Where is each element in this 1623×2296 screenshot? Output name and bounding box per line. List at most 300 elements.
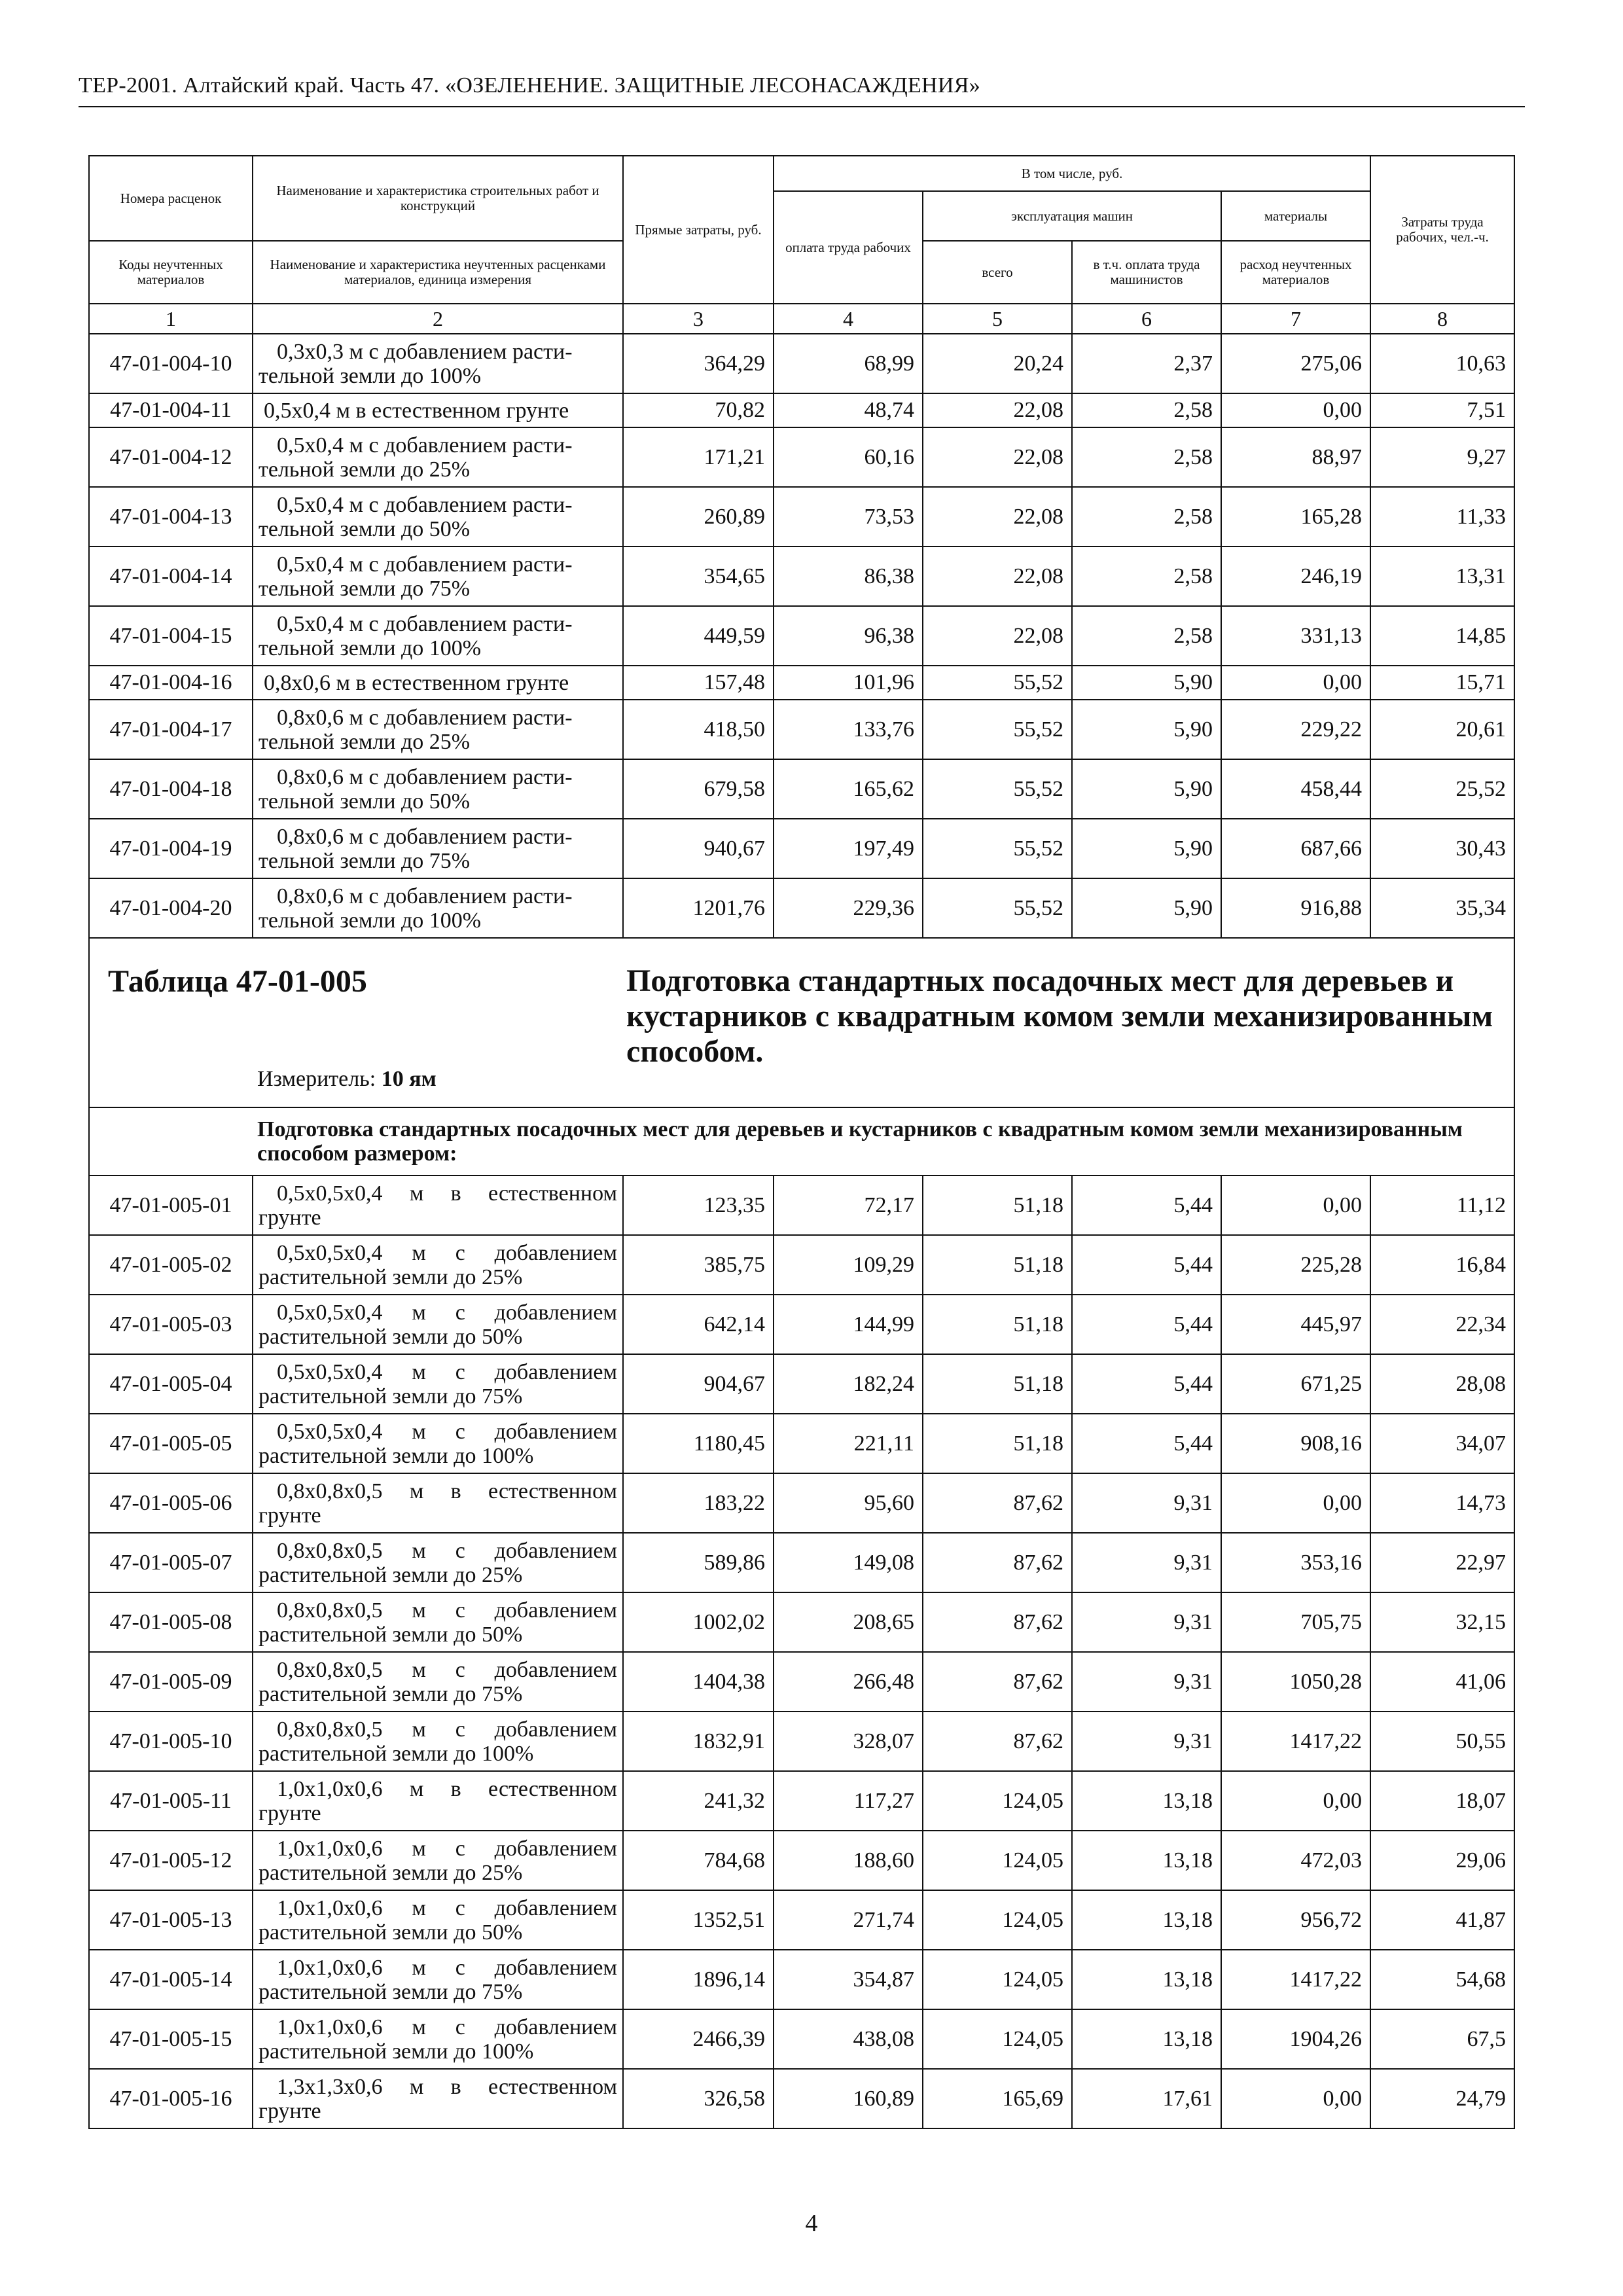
rate-code: 47-01-005-05 xyxy=(89,1414,253,1473)
value-c3: 2466,39 xyxy=(623,2009,774,2069)
table-row xyxy=(89,1950,1514,2009)
value-c7: 0,00 xyxy=(1221,1175,1370,1235)
value-c7: 0,00 xyxy=(1221,666,1370,700)
measure-unit xyxy=(257,1067,437,1092)
col-materials: материалы xyxy=(1221,191,1370,241)
column-numbers-row xyxy=(89,304,1514,334)
description-line-2: тельной земли до 100% xyxy=(259,363,482,388)
rate-code: 47-01-004-12 xyxy=(89,427,253,487)
value-c8: 41,87 xyxy=(1370,1890,1514,1950)
description-line-2: растительной земли до 100% xyxy=(259,1741,534,1766)
header-rule xyxy=(79,106,1525,107)
value-c5: 51,18 xyxy=(923,1235,1072,1295)
value-c5: 22,08 xyxy=(923,427,1072,487)
value-c7: 908,16 xyxy=(1221,1414,1370,1473)
value-c5: 55,52 xyxy=(923,878,1072,938)
description-line-1: 0,8х0,6 м с добавлением расти- xyxy=(277,824,573,849)
value-c8: 10,63 xyxy=(1370,334,1514,393)
value-c8: 11,12 xyxy=(1370,1175,1514,1235)
value-c3: 1201,76 xyxy=(623,878,774,938)
description-line-2: растительной земли до 25% xyxy=(259,1860,523,1885)
rate-code: 47-01-005-11 xyxy=(89,1771,253,1831)
description-line-1: 1,0х1,0х0,6 м с добавлением xyxy=(277,2015,617,2039)
value-c3: 171,21 xyxy=(623,427,774,487)
description-line-2: растительной земли до 75% xyxy=(259,1979,523,2004)
value-c3: 260,89 xyxy=(623,487,774,547)
section-heading-row xyxy=(89,1107,1514,1175)
value-c5: 124,05 xyxy=(923,1890,1072,1950)
value-c7: 88,97 xyxy=(1221,427,1370,487)
table-row xyxy=(89,1771,1514,1831)
rate-code: 47-01-005-16 xyxy=(89,2069,253,2128)
value-c5: 124,05 xyxy=(923,1831,1072,1890)
rate-code: 47-01-005-07 xyxy=(89,1533,253,1592)
value-c6: 2,58 xyxy=(1072,487,1221,547)
value-c3: 183,22 xyxy=(623,1473,774,1533)
value-c7: 0,00 xyxy=(1221,393,1370,427)
description-line-2: растительной земли до 50% xyxy=(259,1920,523,1945)
value-c7: 0,00 xyxy=(1221,1771,1370,1831)
value-c4: 73,53 xyxy=(774,487,923,547)
description-line-2: грунте xyxy=(259,1205,321,1230)
description-line-1: 1,3х1,3х0,6 м в естественном xyxy=(277,2074,617,2099)
rate-code: 47-01-004-14 xyxy=(89,547,253,606)
table-row xyxy=(89,759,1514,819)
description-line-1: 0,8х0,6 м с добавлением расти- xyxy=(277,705,573,730)
work-description xyxy=(253,1712,623,1771)
value-c7: 246,19 xyxy=(1221,547,1370,606)
work-description xyxy=(253,1235,623,1295)
description-line-1: 0,5х0,4 м в естественном грунте xyxy=(264,398,569,423)
value-c8: 14,85 xyxy=(1370,606,1514,666)
rate-code: 47-01-005-02 xyxy=(89,1235,253,1295)
value-c4: 229,36 xyxy=(774,878,923,938)
description-line-1: 0,8х0,8х0,5 м с добавлением xyxy=(277,1657,617,1682)
work-description xyxy=(253,427,623,487)
value-c5: 51,18 xyxy=(923,1295,1072,1354)
description-line-2: тельной земли до 100% xyxy=(259,636,482,660)
col-labor-hours: Затраты труда рабочих, чел.-ч. xyxy=(1370,156,1514,304)
work-description xyxy=(253,666,623,700)
table-label: Таблица 47-01-005 xyxy=(108,964,367,999)
work-description xyxy=(253,1652,623,1712)
value-c3: 418,50 xyxy=(623,700,774,759)
value-c3: 354,65 xyxy=(623,547,774,606)
description-line-2: растительной земли до 25% xyxy=(259,1265,523,1289)
value-c7: 445,97 xyxy=(1221,1295,1370,1354)
work-description xyxy=(253,1354,623,1414)
work-description xyxy=(253,547,623,606)
value-c3: 784,68 xyxy=(623,1831,774,1890)
value-c5: 87,62 xyxy=(923,1592,1072,1652)
value-c4: 96,38 xyxy=(774,606,923,666)
value-c8: 7,51 xyxy=(1370,393,1514,427)
value-c3: 1832,91 xyxy=(623,1712,774,1771)
work-description xyxy=(253,487,623,547)
value-c8: 32,15 xyxy=(1370,1592,1514,1652)
rate-code: 47-01-005-15 xyxy=(89,2009,253,2069)
value-c6: 9,31 xyxy=(1072,1712,1221,1771)
table-row xyxy=(89,1712,1514,1771)
work-description xyxy=(253,2069,623,2128)
value-c7: 1417,22 xyxy=(1221,1950,1370,2009)
value-c8: 54,68 xyxy=(1370,1950,1514,2009)
value-c4: 86,38 xyxy=(774,547,923,606)
page-number: 4 xyxy=(805,2210,818,2237)
work-description xyxy=(253,1414,623,1473)
table-row xyxy=(89,878,1514,938)
description-line-1: 0,5х0,4 м с добавлением расти- xyxy=(277,611,573,636)
value-c5: 22,08 xyxy=(923,547,1072,606)
description-line-1: 0,5х0,5х0,4 м в естественном xyxy=(277,1181,617,1206)
value-c6: 9,31 xyxy=(1072,1533,1221,1592)
work-description xyxy=(253,334,623,393)
rate-code: 47-01-005-04 xyxy=(89,1354,253,1414)
description-line-1: 1,0х1,0х0,6 м с добавлением xyxy=(277,1955,617,1980)
table-row xyxy=(89,1175,1514,1235)
value-c4: 60,16 xyxy=(774,427,923,487)
rate-code: 47-01-005-10 xyxy=(89,1712,253,1771)
column-number: 6 xyxy=(1072,304,1221,334)
value-c4: 160,89 xyxy=(774,2069,923,2128)
work-description xyxy=(253,878,623,938)
value-c3: 589,86 xyxy=(623,1533,774,1592)
value-c4: 328,07 xyxy=(774,1712,923,1771)
value-c6: 2,58 xyxy=(1072,547,1221,606)
value-c4: 188,60 xyxy=(774,1831,923,1890)
rate-code: 47-01-004-11 xyxy=(89,393,253,427)
work-description xyxy=(253,1533,623,1592)
col-incl-operators: в т.ч. оплата труда машинистов xyxy=(1072,241,1221,304)
table-row xyxy=(89,1890,1514,1950)
work-description xyxy=(253,1771,623,1831)
table-row xyxy=(89,487,1514,547)
column-number: 3 xyxy=(623,304,774,334)
value-c5: 51,18 xyxy=(923,1175,1072,1235)
value-c8: 24,79 xyxy=(1370,2069,1514,2128)
description-line-1: 0,8х0,8х0,5 м с добавлением xyxy=(277,1538,617,1563)
table-row xyxy=(89,666,1514,700)
col-machine-operation: эксплуатация машин xyxy=(923,191,1221,241)
work-description xyxy=(253,1175,623,1235)
rate-code: 47-01-005-01 xyxy=(89,1175,253,1235)
value-c5: 87,62 xyxy=(923,1473,1072,1533)
value-c7: 458,44 xyxy=(1221,759,1370,819)
value-c6: 2,58 xyxy=(1072,606,1221,666)
work-description xyxy=(253,606,623,666)
measure-label: Измеритель: xyxy=(257,1067,376,1091)
value-c6: 13,18 xyxy=(1072,1831,1221,1890)
value-c5: 55,52 xyxy=(923,759,1072,819)
value-c4: 144,99 xyxy=(774,1295,923,1354)
value-c6: 5,90 xyxy=(1072,700,1221,759)
column-number: 8 xyxy=(1370,304,1514,334)
value-c4: 208,65 xyxy=(774,1592,923,1652)
value-c6: 5,90 xyxy=(1072,759,1221,819)
value-c8: 16,84 xyxy=(1370,1235,1514,1295)
value-c6: 5,44 xyxy=(1072,1354,1221,1414)
value-c8: 67,5 xyxy=(1370,2009,1514,2069)
value-c6: 13,18 xyxy=(1072,1771,1221,1831)
value-c8: 13,31 xyxy=(1370,547,1514,606)
value-c4: 95,60 xyxy=(774,1473,923,1533)
description-line-2: растительной земли до 75% xyxy=(259,1681,523,1706)
value-c4: 101,96 xyxy=(774,666,923,700)
table-row xyxy=(89,1592,1514,1652)
rate-code: 47-01-004-16 xyxy=(89,666,253,700)
col-unaccounted-codes: Коды неучтенных материалов xyxy=(89,241,253,304)
value-c6: 5,44 xyxy=(1072,1175,1221,1235)
value-c5: 22,08 xyxy=(923,393,1072,427)
value-c5: 55,52 xyxy=(923,819,1072,878)
rate-code: 47-01-005-12 xyxy=(89,1831,253,1890)
value-c3: 1002,02 xyxy=(623,1592,774,1652)
description-line-1: 1,0х1,0х0,6 м с добавлением xyxy=(277,1895,617,1920)
description-line-1: 0,5х0,5х0,4 м с добавлением xyxy=(277,1300,617,1325)
value-c8: 28,08 xyxy=(1370,1354,1514,1414)
description-line-2: тельной земли до 100% xyxy=(259,908,482,933)
work-description xyxy=(253,393,623,427)
description-line-2: растительной земли до 50% xyxy=(259,1324,523,1349)
value-c7: 916,88 xyxy=(1221,878,1370,938)
rates-table xyxy=(88,155,1515,2129)
rate-code: 47-01-005-06 xyxy=(89,1473,253,1533)
rate-code: 47-01-005-13 xyxy=(89,1890,253,1950)
value-c5: 165,69 xyxy=(923,2069,1072,2128)
description-line-2: растительной земли до 75% xyxy=(259,1384,523,1408)
value-c7: 705,75 xyxy=(1221,1592,1370,1652)
measure-value: 10 ям xyxy=(381,1067,437,1091)
description-line-2: тельной земли до 50% xyxy=(259,516,471,541)
table-title-row xyxy=(89,938,1514,1107)
col-works-name: Наименование и характеристика строительных работ и конструкций xyxy=(253,156,623,241)
value-c8: 22,34 xyxy=(1370,1295,1514,1354)
description-line-1: 0,5х0,4 м с добавлением расти- xyxy=(277,552,573,577)
value-c8: 22,97 xyxy=(1370,1533,1514,1592)
description-line-1: 0,5х0,5х0,4 м с добавлением xyxy=(277,1419,617,1444)
col-labor-pay: оплата труда рабочих xyxy=(774,191,923,304)
description-line-1: 0,3х0,3 м с добавлением расти- xyxy=(277,339,573,364)
work-description xyxy=(253,1473,623,1533)
value-c5: 87,62 xyxy=(923,1712,1072,1771)
column-number: 7 xyxy=(1221,304,1370,334)
table-row xyxy=(89,606,1514,666)
table-row xyxy=(89,1533,1514,1592)
description-line-1: 0,8х0,8х0,5 м с добавлением xyxy=(277,1598,617,1623)
work-description xyxy=(253,1831,623,1890)
work-description xyxy=(253,700,623,759)
description-line-2: грунте xyxy=(259,1503,321,1528)
table-title-block xyxy=(89,938,1514,1107)
value-c7: 1417,22 xyxy=(1221,1712,1370,1771)
value-c8: 20,61 xyxy=(1370,700,1514,759)
description-line-1: 0,5х0,5х0,4 м с добавлением xyxy=(277,1240,617,1265)
rate-code: 47-01-004-15 xyxy=(89,606,253,666)
work-description xyxy=(253,1295,623,1354)
rate-code: 47-01-004-13 xyxy=(89,487,253,547)
value-c7: 225,28 xyxy=(1221,1235,1370,1295)
col-direct-costs: Прямые затраты, руб. xyxy=(623,156,774,304)
work-description xyxy=(253,2009,623,2069)
value-c7: 353,16 xyxy=(1221,1533,1370,1592)
value-c5: 124,05 xyxy=(923,1771,1072,1831)
value-c6: 9,31 xyxy=(1072,1652,1221,1712)
value-c6: 17,61 xyxy=(1072,2069,1221,2128)
value-c7: 331,13 xyxy=(1221,606,1370,666)
value-c8: 14,73 xyxy=(1370,1473,1514,1533)
rate-code: 47-01-004-10 xyxy=(89,334,253,393)
page-header: ТЕР-2001. Алтайский край. Часть 47. «ОЗЕЛЕНЕНИЕ. ЗАЩИТНЫЕ ЛЕСОНАСАЖДЕНИЯ» xyxy=(79,73,981,98)
description-line-1: 0,8х0,8х0,5 м с добавлением xyxy=(277,1717,617,1742)
description-line-2: тельной земли до 25% xyxy=(259,729,471,754)
value-c4: 221,11 xyxy=(774,1414,923,1473)
rate-code: 47-01-004-19 xyxy=(89,819,253,878)
value-c5: 55,52 xyxy=(923,700,1072,759)
value-c4: 165,62 xyxy=(774,759,923,819)
col-in-total: В том числе, руб. xyxy=(774,156,1370,191)
value-c8: 30,43 xyxy=(1370,819,1514,878)
description-line-2: тельной земли до 25% xyxy=(259,457,471,482)
value-c6: 5,90 xyxy=(1072,666,1221,700)
value-c3: 364,29 xyxy=(623,334,774,393)
value-c3: 1180,45 xyxy=(623,1414,774,1473)
table-row xyxy=(89,1295,1514,1354)
table-row xyxy=(89,700,1514,759)
description-line-1: 0,5х0,4 м с добавлением расти- xyxy=(277,433,573,457)
value-c3: 1404,38 xyxy=(623,1652,774,1712)
value-c6: 13,18 xyxy=(1072,1890,1221,1950)
table-row xyxy=(89,1354,1514,1414)
rate-code: 47-01-005-03 xyxy=(89,1295,253,1354)
description-line-2: растительной земли до 25% xyxy=(259,1562,523,1587)
value-c7: 229,22 xyxy=(1221,700,1370,759)
rate-code: 47-01-004-18 xyxy=(89,759,253,819)
table-row xyxy=(89,1235,1514,1295)
value-c7: 671,25 xyxy=(1221,1354,1370,1414)
value-c8: 41,06 xyxy=(1370,1652,1514,1712)
table-row xyxy=(89,1473,1514,1533)
description-line-2: тельной земли до 75% xyxy=(259,576,471,601)
value-c3: 940,67 xyxy=(623,819,774,878)
value-c8: 11,33 xyxy=(1370,487,1514,547)
value-c3: 449,59 xyxy=(623,606,774,666)
description-line-1: 0,8х0,6 м с добавлением расти- xyxy=(277,884,573,908)
table-title: Подготовка стандартных посадочных мест для деревьев и кустарников с квадратным комом земли механизированным способом. xyxy=(626,963,1493,1069)
value-c3: 385,75 xyxy=(623,1235,774,1295)
table-row xyxy=(89,1831,1514,1890)
value-c3: 679,58 xyxy=(623,759,774,819)
description-line-1: 1,0х1,0х0,6 м с добавлением xyxy=(277,1836,617,1861)
table-row xyxy=(89,2069,1514,2128)
table-row xyxy=(89,1652,1514,1712)
value-c6: 9,31 xyxy=(1072,1473,1221,1533)
value-c7: 0,00 xyxy=(1221,1473,1370,1533)
value-c5: 20,24 xyxy=(923,334,1072,393)
work-description xyxy=(253,1890,623,1950)
description-line-2: грунте xyxy=(259,2098,321,2123)
column-number: 4 xyxy=(774,304,923,334)
value-c4: 354,87 xyxy=(774,1950,923,2009)
description-line-2: тельной земли до 50% xyxy=(259,789,471,814)
value-c5: 22,08 xyxy=(923,487,1072,547)
value-c5: 124,05 xyxy=(923,2009,1072,2069)
value-c6: 13,18 xyxy=(1072,2009,1221,2069)
value-c7: 472,03 xyxy=(1221,1831,1370,1890)
value-c6: 2,37 xyxy=(1072,334,1221,393)
description-line-2: грунте xyxy=(259,1801,321,1825)
value-c3: 642,14 xyxy=(623,1295,774,1354)
value-c6: 5,44 xyxy=(1072,1235,1221,1295)
description-line-2: растительной земли до 50% xyxy=(259,1622,523,1647)
description-line-1: 0,8х0,6 м с добавлением расти- xyxy=(277,764,573,789)
value-c6: 5,44 xyxy=(1072,1295,1221,1354)
value-c3: 904,67 xyxy=(623,1354,774,1414)
rate-code: 47-01-005-14 xyxy=(89,1950,253,2009)
value-c7: 165,28 xyxy=(1221,487,1370,547)
table-row xyxy=(89,1414,1514,1473)
value-c3: 241,32 xyxy=(623,1771,774,1831)
description-line-1: 1,0х1,0х0,6 м в естественном xyxy=(277,1776,617,1801)
value-c4: 117,27 xyxy=(774,1771,923,1831)
work-description xyxy=(253,759,623,819)
col-unaccounted-name: Наименование и характеристика неучтенных расценками материалов, единица измерения xyxy=(253,241,623,304)
value-c8: 34,07 xyxy=(1370,1414,1514,1473)
rate-code: 47-01-004-20 xyxy=(89,878,253,938)
value-c3: 157,48 xyxy=(623,666,774,700)
value-c3: 326,58 xyxy=(623,2069,774,2128)
col-unaccounted-materials: расход неучтенных материалов xyxy=(1221,241,1370,304)
value-c3: 1352,51 xyxy=(623,1890,774,1950)
description-line-2: тельной земли до 75% xyxy=(259,848,471,873)
value-c4: 68,99 xyxy=(774,334,923,393)
value-c5: 87,62 xyxy=(923,1652,1072,1712)
value-c5: 51,18 xyxy=(923,1414,1072,1473)
value-c5: 22,08 xyxy=(923,606,1072,666)
work-description xyxy=(253,1592,623,1652)
description-line-2: растительной земли до 100% xyxy=(259,1443,534,1468)
value-c4: 197,49 xyxy=(774,819,923,878)
value-c7: 1050,28 xyxy=(1221,1652,1370,1712)
value-c4: 271,74 xyxy=(774,1890,923,1950)
value-c6: 5,90 xyxy=(1072,878,1221,938)
work-description xyxy=(253,819,623,878)
value-c7: 1904,26 xyxy=(1221,2009,1370,2069)
value-c8: 35,34 xyxy=(1370,878,1514,938)
value-c6: 2,58 xyxy=(1072,393,1221,427)
value-c7: 687,66 xyxy=(1221,819,1370,878)
value-c5: 124,05 xyxy=(923,1950,1072,2009)
value-c8: 29,06 xyxy=(1370,1831,1514,1890)
value-c6: 2,58 xyxy=(1072,427,1221,487)
value-c4: 133,76 xyxy=(774,700,923,759)
table-row xyxy=(89,819,1514,878)
value-c4: 109,29 xyxy=(774,1235,923,1295)
value-c4: 182,24 xyxy=(774,1354,923,1414)
column-number: 5 xyxy=(923,304,1072,334)
value-c4: 72,17 xyxy=(774,1175,923,1235)
value-c8: 9,27 xyxy=(1370,427,1514,487)
description-line-1: 0,8х0,8х0,5 м в естественном xyxy=(277,1479,617,1503)
table-row xyxy=(89,2009,1514,2069)
table-row xyxy=(89,393,1514,427)
value-c8: 18,07 xyxy=(1370,1771,1514,1831)
value-c5: 87,62 xyxy=(923,1533,1072,1592)
rate-code: 47-01-004-17 xyxy=(89,700,253,759)
value-c4: 149,08 xyxy=(774,1533,923,1592)
value-c3: 123,35 xyxy=(623,1175,774,1235)
value-c5: 55,52 xyxy=(923,666,1072,700)
rate-code: 47-01-005-09 xyxy=(89,1652,253,1712)
